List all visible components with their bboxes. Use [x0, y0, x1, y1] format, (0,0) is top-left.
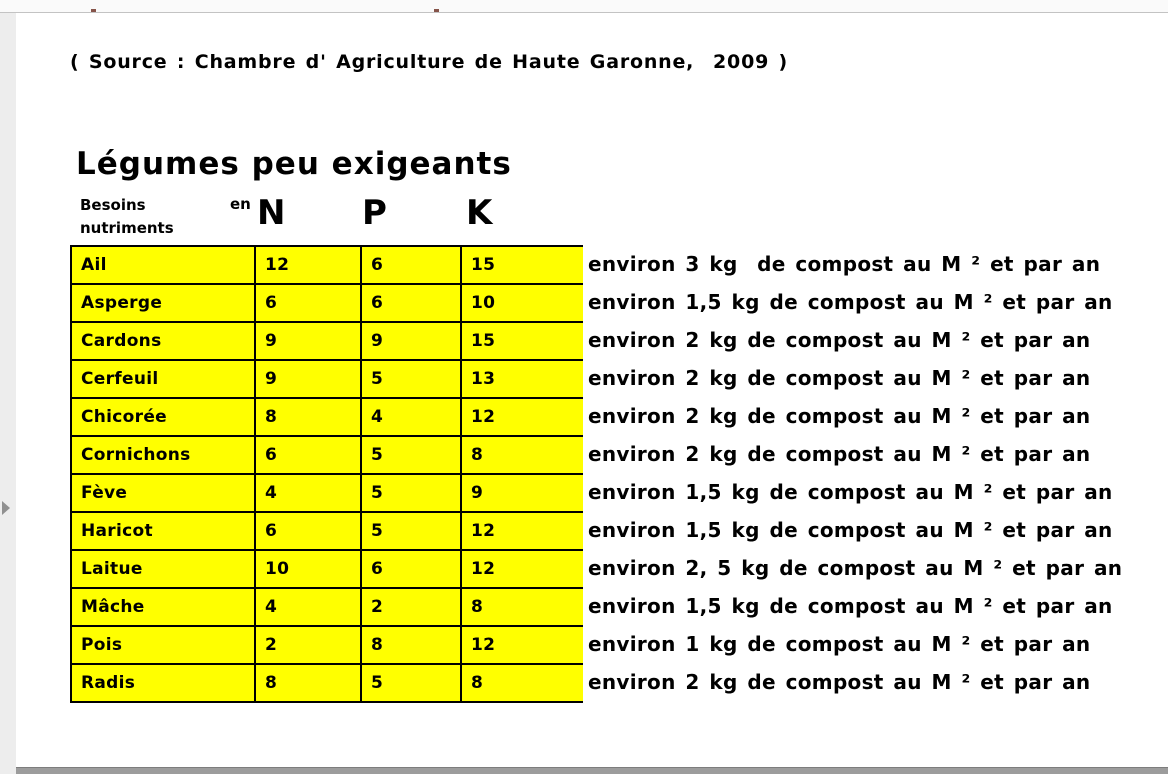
- n-value-cell: 6: [255, 512, 361, 550]
- section-title: Légumes peu exigeants: [76, 146, 512, 182]
- compost-note: environ 1,5 kg de compost au M ² et par an: [588, 480, 1113, 504]
- k-value-cell: 12: [461, 550, 583, 588]
- n-value-cell: 9: [255, 360, 361, 398]
- vegetable-cell: Asperge: [71, 284, 255, 322]
- besoins-label-line1: Besoins: [80, 196, 146, 214]
- source-text: ( Source : Chambre d' Agriculture de Haute Garonne, 2009 ): [70, 51, 789, 73]
- table-row: [71, 360, 583, 398]
- vegetable-cell: Haricot: [71, 512, 255, 550]
- p-value-cell: 6: [361, 246, 461, 284]
- compost-note: environ 2 kg de compost au M ² et par an: [588, 404, 1091, 428]
- k-value-cell: 12: [461, 512, 583, 550]
- sidebar-toggle[interactable]: [2, 501, 14, 517]
- p-value-cell: 5: [361, 360, 461, 398]
- table-row: [71, 512, 583, 550]
- left-margin-strip: [0, 13, 16, 774]
- compost-note: environ 1 kg de compost au M ² et par an: [588, 632, 1091, 656]
- vegetable-cell: Cerfeuil: [71, 360, 255, 398]
- p-value-cell: 6: [361, 550, 461, 588]
- table-row: [71, 436, 583, 474]
- vegetable-cell: Pois: [71, 626, 255, 664]
- top-window-edge: [0, 0, 1168, 13]
- k-value-cell: 8: [461, 664, 583, 702]
- column-header-n: N: [257, 193, 286, 233]
- k-value-cell: 9: [461, 474, 583, 512]
- n-value-cell: 10: [255, 550, 361, 588]
- k-value-cell: 13: [461, 360, 583, 398]
- p-value-cell: 9: [361, 322, 461, 360]
- k-value-cell: 8: [461, 588, 583, 626]
- p-value-cell: 5: [361, 436, 461, 474]
- table-row-axis-label: [80, 194, 174, 240]
- table-row: [71, 246, 583, 284]
- p-value-cell: 6: [361, 284, 461, 322]
- table-row: [71, 626, 583, 664]
- p-value-cell: 5: [361, 664, 461, 702]
- vegetable-cell: Laitue: [71, 550, 255, 588]
- p-value-cell: 2: [361, 588, 461, 626]
- k-value-cell: 12: [461, 398, 583, 436]
- k-value-cell: 15: [461, 246, 583, 284]
- p-value-cell: 4: [361, 398, 461, 436]
- p-value-cell: 8: [361, 626, 461, 664]
- chevron-right-icon: [2, 501, 10, 515]
- n-value-cell: 6: [255, 436, 361, 474]
- vegetable-cell: Mâche: [71, 588, 255, 626]
- table-row: [71, 664, 583, 702]
- compost-note: environ 2 kg de compost au M ² et par an: [588, 328, 1091, 352]
- npk-table: [70, 245, 583, 703]
- p-value-cell: 5: [361, 512, 461, 550]
- n-value-cell: 4: [255, 588, 361, 626]
- besoins-label-line2: nutriments: [80, 219, 174, 237]
- compost-note: environ 2 kg de compost au M ² et par an: [588, 670, 1091, 694]
- vegetable-cell: Cardons: [71, 322, 255, 360]
- n-value-cell: 6: [255, 284, 361, 322]
- compost-note: environ 2, 5 kg de compost au M ² et par an: [588, 556, 1123, 580]
- compost-note: environ 1,5 kg de compost au M ² et par an: [588, 290, 1113, 314]
- compost-note: environ 2 kg de compost au M ² et par an: [588, 366, 1091, 390]
- k-value-cell: 12: [461, 626, 583, 664]
- vegetable-cell: Cornichons: [71, 436, 255, 474]
- k-value-cell: 10: [461, 284, 583, 322]
- compost-note: environ 1,5 kg de compost au M ² et par an: [588, 594, 1113, 618]
- table-row: [71, 322, 583, 360]
- bottom-window-edge: [16, 767, 1168, 774]
- table-row: [71, 588, 583, 626]
- npk-table-body: [71, 246, 583, 702]
- vegetable-cell: Ail: [71, 246, 255, 284]
- k-value-cell: 8: [461, 436, 583, 474]
- vegetable-cell: Fève: [71, 474, 255, 512]
- n-value-cell: 4: [255, 474, 361, 512]
- artifact-mark: [434, 9, 439, 12]
- n-value-cell: 9: [255, 322, 361, 360]
- column-header-k: K: [466, 193, 493, 233]
- k-value-cell: 15: [461, 322, 583, 360]
- compost-note: environ 1,5 kg de compost au M ² et par an: [588, 518, 1113, 542]
- n-value-cell: 2: [255, 626, 361, 664]
- n-value-cell: 8: [255, 664, 361, 702]
- table-row: [71, 474, 583, 512]
- artifact-mark: [91, 9, 96, 12]
- table-row: [71, 550, 583, 588]
- n-value-cell: 8: [255, 398, 361, 436]
- compost-note: environ 2 kg de compost au M ² et par an: [588, 442, 1091, 466]
- p-value-cell: 5: [361, 474, 461, 512]
- column-header-p: P: [362, 193, 387, 233]
- vegetable-cell: Radis: [71, 664, 255, 702]
- vegetable-cell: Chicorée: [71, 398, 255, 436]
- n-value-cell: 12: [255, 246, 361, 284]
- table-row: [71, 398, 583, 436]
- unit-prefix-label: en: [230, 195, 251, 213]
- table-row: [71, 284, 583, 322]
- compost-note: environ 3 kg de compost au M ² et par an: [588, 252, 1101, 276]
